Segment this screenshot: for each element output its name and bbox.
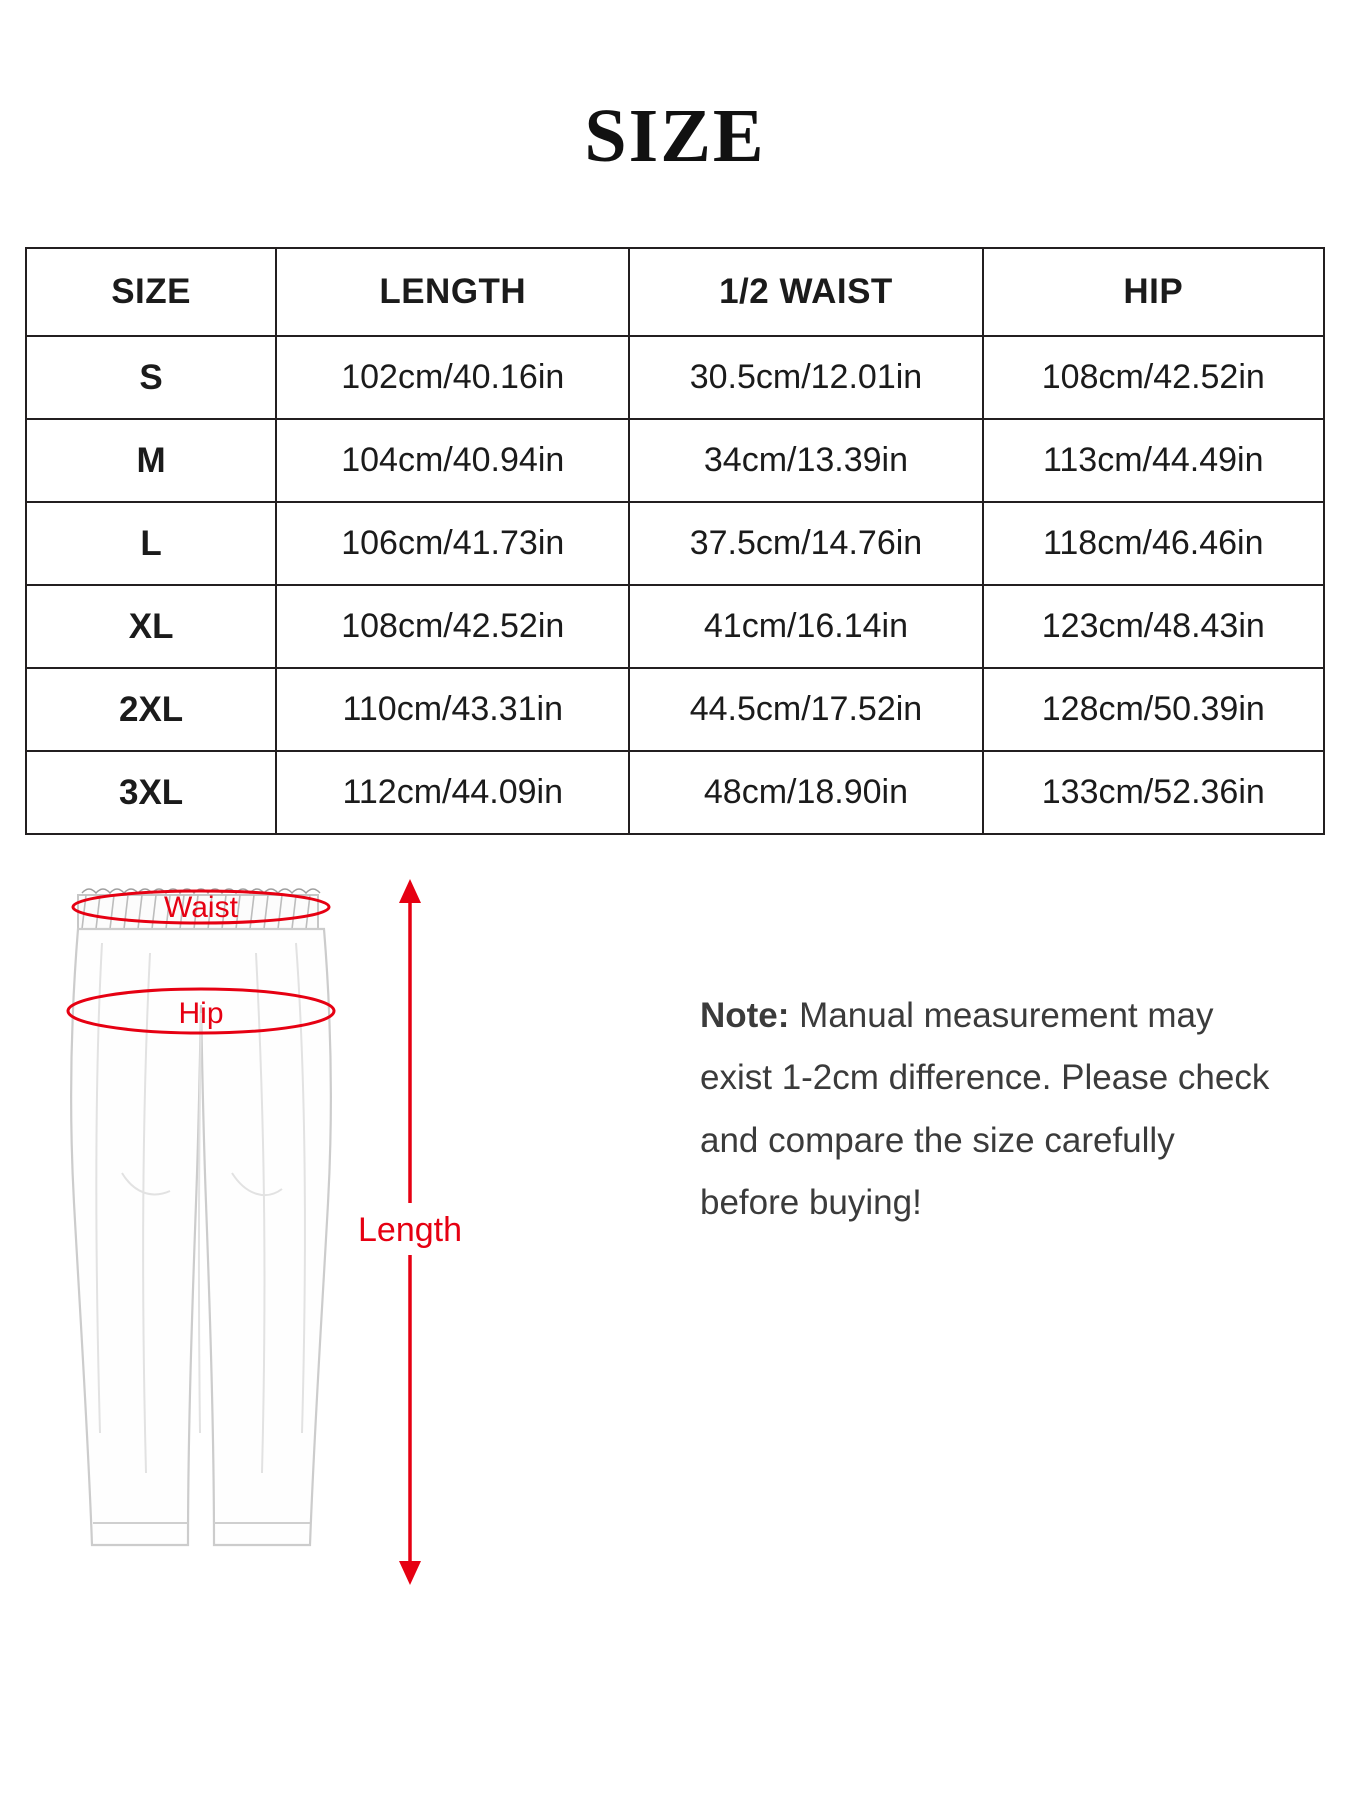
cell-half-waist: 41cm/16.14in [629,585,982,668]
length-label: Length [358,1211,462,1249]
note-block [700,985,1280,1234]
table-header [26,248,1324,336]
cell-length: 110cm/43.31in [276,668,629,751]
column-header-hip: HIP [983,248,1324,336]
cell-half-waist: 34cm/13.39in [629,419,982,502]
cell-half-waist: 30.5cm/12.01in [629,336,982,419]
column-header-length: LENGTH [276,248,629,336]
cell-length: 102cm/40.16in [276,336,629,419]
pants-diagram [60,873,620,1613]
cell-half-waist: 37.5cm/14.76in [629,502,982,585]
length-measure-indicator [350,879,470,1585]
table-row [26,668,1324,751]
size-table-container [25,247,1325,835]
cell-hip: 108cm/42.52in [983,336,1324,419]
cell-size: 3XL [26,751,276,834]
table-row [26,502,1324,585]
cell-length: 106cm/41.73in [276,502,629,585]
note-text: Manual measurement may exist 1-2cm difference. Please check and compare the size carefully before buying! [700,996,1270,1222]
cell-half-waist: 48cm/18.90in [629,751,982,834]
table-row [26,585,1324,668]
cell-size: 2XL [26,668,276,751]
cell-size: M [26,419,276,502]
column-header-size: SIZE [26,248,276,336]
note-label: Note: [700,996,790,1035]
pants-measurement-svg [60,873,620,1613]
cell-length: 108cm/42.52in [276,585,629,668]
table-header-row [26,248,1324,336]
page-title: SIZE [584,94,766,178]
cell-length: 104cm/40.94in [276,419,629,502]
column-header-half-waist: 1/2 WAIST [629,248,982,336]
table-row [26,336,1324,419]
cell-half-waist: 44.5cm/17.52in [629,668,982,751]
cell-hip: 123cm/48.43in [983,585,1324,668]
table-row [26,751,1324,834]
cell-hip: 128cm/50.39in [983,668,1324,751]
size-table [25,247,1325,835]
cell-size: XL [26,585,276,668]
cell-size: S [26,336,276,419]
measurement-guide [0,873,1350,1633]
cell-length: 112cm/44.09in [276,751,629,834]
cell-hip: 133cm/52.36in [983,751,1324,834]
cell-hip: 113cm/44.49in [983,419,1324,502]
waist-label: Waist [164,891,238,924]
hip-label: Hip [178,997,224,1030]
cell-size: L [26,502,276,585]
table-row [26,419,1324,502]
table-body [26,336,1324,834]
cell-hip: 118cm/46.46in [983,502,1324,585]
